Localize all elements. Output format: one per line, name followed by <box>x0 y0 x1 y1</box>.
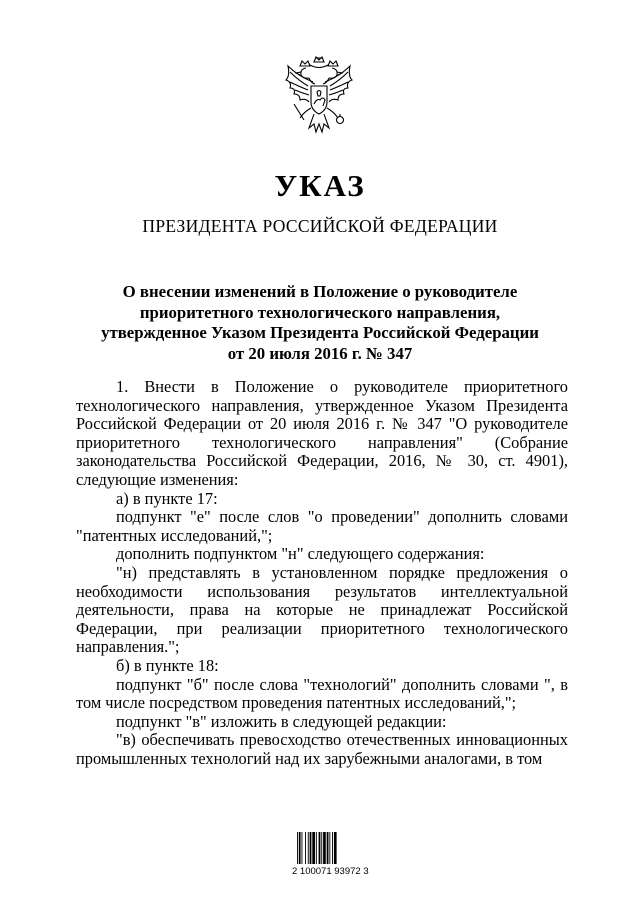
barcode-bar <box>334 832 337 864</box>
body-paragraph: а) в пункте 17: <box>116 488 218 508</box>
barcode-bar <box>321 832 322 864</box>
barcode-bar <box>329 832 330 864</box>
barcode-bar <box>327 832 329 864</box>
body-paragraph: 1. Внести в Положение о руководителе приоритетного технологического направления, утвержденное Указом Президента Российской Федерации от 20 июля 2016 г. № 347 "О руководителе приоритетного технологического направления" (Собрание законодательства Российской Федерации, 2016, № 30, ст. 4901), следующие изменения: <box>76 377 568 489</box>
barcode-bar <box>297 832 298 864</box>
body-paragraph: "н) представлять в установленном порядке предложения о необходимости использования результатов интеллектуальной деятельности, права на которые не принадлежат Российской Федерации, при реализации приоритетного технологического направления."; <box>76 562 568 657</box>
body-paragraph: дополнить подпунктом "н" следующего содержания: <box>116 544 485 564</box>
body-paragraph: б) в пункте 18: <box>116 655 219 675</box>
heading-line: О внесении изменений в Положение о руководителе <box>122 282 518 301</box>
barcode-bar <box>299 832 301 864</box>
barcode-number: 2 100071 93972 3 <box>292 866 369 877</box>
body-paragraph: подпункт "е" после слов "о проведении" дополнить словами "патентных исследований,"; <box>76 507 568 545</box>
barcode-bar <box>308 832 309 864</box>
decree-heading <box>90 282 550 364</box>
heading-line: утвержденное Указом Президента Российской Федерации <box>101 323 539 342</box>
barcode-bar <box>332 832 333 864</box>
barcode-bar <box>305 832 306 864</box>
barcode-bar <box>310 832 312 864</box>
body-paragraph: подпункт "в" изложить в следующей редакции: <box>116 711 447 731</box>
document-subtitle: ПРЕЗИДЕНТА РОССИЙСКОЙ ФЕДЕРАЦИИ <box>142 216 498 236</box>
document-title: УКАЗ <box>274 168 366 203</box>
heading-line: от 20 июля 2016 г. № 347 <box>227 343 413 363</box>
body-paragraph: подпункт "б" после слова "технологий" дополнить словами ", в том числе посредством проведения патентных исследований,"; <box>76 674 568 713</box>
barcode-bar <box>312 832 315 864</box>
barcode-bar <box>316 832 317 864</box>
barcode <box>296 826 350 870</box>
heading-line: приоритетного технологического направления, <box>139 302 501 322</box>
body-paragraph: "в) обеспечивать превосходство отечественных инновационных промышленных технологий над их зарубежными аналогами, в том <box>76 730 568 768</box>
barcode-bar <box>323 832 326 864</box>
barcode-bar <box>319 832 321 864</box>
state-emblem-icon <box>276 56 362 146</box>
decree-body <box>76 378 568 768</box>
barcode-bar <box>302 832 303 864</box>
